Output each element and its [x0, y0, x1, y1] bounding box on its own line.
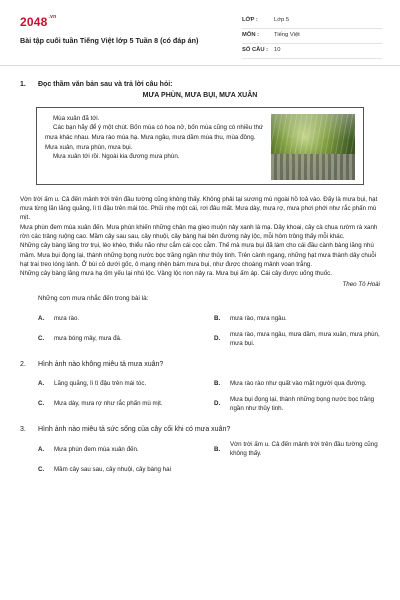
- question-3-head: [20, 425, 380, 434]
- meta-key: MÔN :: [242, 32, 260, 39]
- passage-line: Mưa xuân tới rồi. Ngoài kia đương mưa phùn.: [53, 153, 180, 161]
- option-text: Mưa dày, mưa rợ như rắc phấn mù mịt.: [54, 400, 163, 408]
- option-text: mưa bóng mây, mưa đá.: [54, 335, 122, 343]
- question-prompt: Đọc thầm văn bản sau và trả lời câu hỏi:: [38, 81, 173, 88]
- answer-option-c[interactable]: [38, 395, 204, 415]
- passage-line: Mùa xuân đã tới.: [53, 114, 100, 122]
- answer-option-d[interactable]: [214, 330, 380, 350]
- roof-tiles: [271, 154, 355, 180]
- option-letter: B.: [214, 315, 221, 323]
- answer-option-a[interactable]: [38, 375, 204, 395]
- question-1-subprompt: Những cơn mưa nhắc đến trong bài là:: [38, 294, 149, 302]
- meta-value: Tiếng Việt: [274, 32, 300, 39]
- option-text: Mầm cây sau sau, cây nhuội, cây bàng hai: [54, 465, 171, 473]
- document-title: Bài tập cuối tuần Tiếng Việt lớp 5 Tuần 8 (có đáp án): [20, 36, 199, 46]
- option-text: mưa rào.: [54, 315, 80, 323]
- passage-paragraph: Mưa phùn đem mùa xuân đến. Mưa phùn khiến những chân mạ gieo muộn nảy xanh lá mạ. Dây khoai, cây cà chua rườm rà xanh rờn các trảng ruộng cao. Mầm cây sau sau, cây nhuội, cây bàng hai bên đường nảy lộc, mỗi hôm trông thấy mỗi khác.: [20, 223, 378, 241]
- logo-text: 2048: [20, 15, 48, 29]
- answer-option-d[interactable]: [214, 395, 380, 415]
- option-letter: A.: [38, 380, 45, 388]
- passage-paragraph: Những cây bàng lăng mưa hạ ốm yếu lại nhú lộc. Vâng lộc non nảy ra. Mưa bụi ấm áp. Cái cây được uống thuốc.: [20, 270, 332, 278]
- passage-author: Theo Tô Hoài: [342, 280, 380, 288]
- rain-roof-photo: [271, 114, 355, 180]
- meta-row-subject: [242, 29, 382, 44]
- option-letter: C.: [38, 400, 45, 408]
- meta-value: 10: [274, 47, 281, 54]
- option-letter: C.: [38, 335, 45, 343]
- question-3: [20, 425, 380, 480]
- passage-paragraph: Những cây bàng lăng trơ trụi, lèo khèo, thiểu não như cắm cái cọc cằm. Thế mà mưa bụi đã làm cho cái đầu cành bàng lăng nhú mầm. Mưa bụi đọng lại, thành những bọng nước bọc trăng ngần như thủy tinh. Trên cành ngang, những hạt mưa thành dây chuỗi hạt trai treo lóng lánh. Ở bùi cỏ dưới gốc, ô mạng nhện bám mưa bụi, như được choàng mảnh voan trắng.: [20, 242, 377, 268]
- meta-key: LỚP :: [242, 17, 258, 24]
- passage-paragraph: Vờn trời ấm u. Cả đến mảnh trời trên đầu tường cũng không thấy. Không phải tại sương mù ngoài hồ toả vào. Đấy là mưa bụi, hạt mưa từng lăn lăng quăng, lì tì đậu trên mái tóc. Phủi nhẹ một cái, rơi đâu mất. Mưa dày, mưa rợ, mưa phơi phới như rắc phấn mù mịt.: [20, 195, 378, 222]
- meta-table: [242, 10, 382, 59]
- meta-row-count: [242, 44, 382, 59]
- option-text: Lăng quăng, lì tì đậu trên mái tóc.: [54, 380, 147, 388]
- question-number: 3.: [20, 425, 26, 433]
- answer-option-b[interactable]: [214, 310, 380, 330]
- answer-option-c[interactable]: [38, 330, 204, 350]
- option-text: Mưa bụi đọng lại, thành những bọng nước bọc trăng ngần như thủy tinh.: [230, 396, 375, 412]
- option-letter: D.: [214, 400, 221, 408]
- answer-option-a[interactable]: [38, 310, 204, 330]
- page-header: [0, 0, 400, 66]
- option-letter: D.: [214, 335, 221, 343]
- meta-value: Lớp 5: [274, 17, 290, 24]
- option-letter: A.: [38, 315, 45, 323]
- passage-box-text: [45, 114, 271, 178]
- question-2: [20, 360, 380, 415]
- passage-title: MƯA PHÙN, MƯA BỤI, MƯA XUÂN: [142, 92, 258, 100]
- option-letter: B.: [214, 380, 221, 388]
- question-number: 2.: [20, 360, 26, 368]
- header-left: [20, 10, 240, 59]
- option-text: mưa rào, mưa ngâu, mưa dầm, mưa xuân, mưa phùn, mưa bụi.: [230, 330, 380, 347]
- question-3-options: [20, 440, 380, 480]
- question-prompt: Hình ảnh nào miêu tả sức sống của cây cối khi có mưa xuân?: [38, 425, 231, 433]
- meta-row-class: [242, 14, 382, 29]
- question-1-head: [20, 80, 380, 89]
- answer-option-c[interactable]: [38, 460, 204, 480]
- answer-option-b[interactable]: [214, 375, 380, 395]
- option-text: mưa rào, mưa ngâu.: [230, 315, 287, 323]
- option-text: Mưa phùn đem mùa xuân đến.: [54, 445, 139, 453]
- question-number: 1.: [20, 81, 26, 88]
- worksheet-content: [0, 66, 400, 480]
- site-logo[interactable]: [20, 14, 240, 30]
- question-1-options: [20, 310, 380, 350]
- meta-key: SỐ CÂU :: [242, 47, 269, 54]
- answer-option-b[interactable]: [214, 440, 380, 460]
- passage-line: Các bạn hãy để ý một chút. Bốn mùa có hoa nở, bốn mùa cũng có nhiều thứ mưa khác nhau. Mưa rào mùa hạ. Mưa ngâu, mưa dầm mùa thu, mùa đông. Mưa xuân, mưa phùn, mưa bụi.: [45, 124, 264, 151]
- passage-prose: [20, 195, 380, 279]
- question-prompt: Hình ảnh nào không miêu tả mưa xuân?: [38, 360, 164, 368]
- option-letter: C.: [38, 465, 45, 473]
- logo-tld: .vn: [48, 14, 57, 20]
- option-letter: A.: [38, 445, 45, 453]
- question-2-head: [20, 360, 380, 369]
- answer-option-a[interactable]: [38, 440, 204, 460]
- option-text: Mưa rào rào như quất vào mặt người qua đường.: [230, 380, 367, 388]
- option-letter: B.: [214, 445, 221, 453]
- option-text: Vờn trời ấm u. Cả đến mảnh trời trên đầu tường cũng không thấy.: [230, 441, 378, 458]
- question-2-options: [20, 375, 380, 415]
- passage-box: [36, 107, 364, 185]
